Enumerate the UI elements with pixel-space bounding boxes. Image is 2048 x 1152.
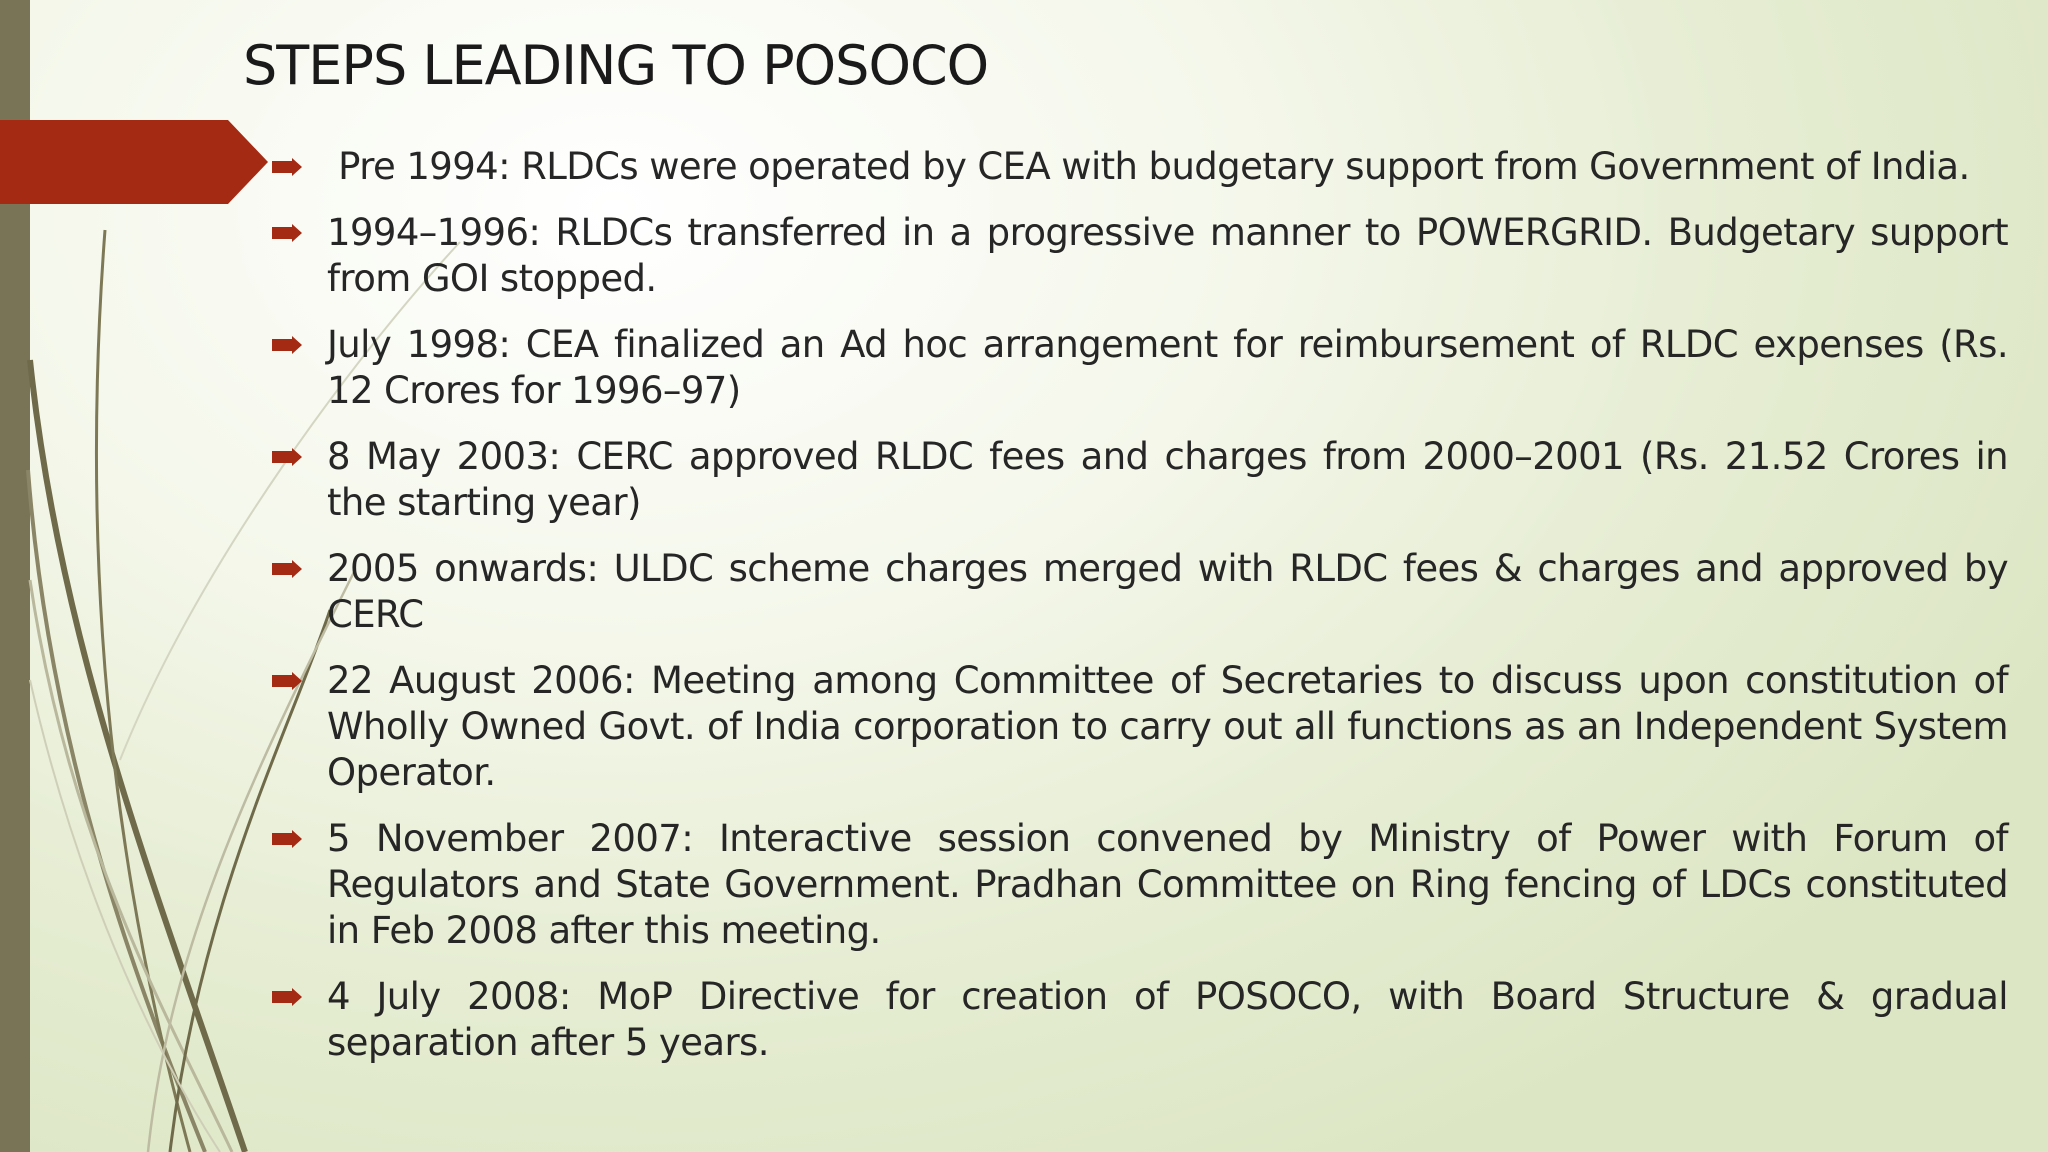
bullet-item — [268, 658, 2008, 796]
arrow-bullet-icon — [272, 830, 302, 848]
bullet-item — [268, 974, 2008, 1066]
arrow-bullet-icon — [272, 336, 302, 354]
bullet-text: 2005 onwards: ULDC scheme charges merged with RLDC fees & charges and approved by CERC — [327, 547, 2008, 636]
bullet-text: 5 November 2007: Interactive session convened by Ministry of Power with Forum of Regulators and State Government. Pradhan Committee on Ring fencing of LDCs constituted in Feb 2008 after this meeting. — [327, 817, 2008, 952]
bullet-item — [268, 816, 2008, 954]
arrow-bullet-icon — [272, 672, 302, 690]
bullet-text: 1994–1996: RLDCs transferred in a progressive manner to POWERGRID. Budgetary support from GOI stopped. — [327, 211, 2008, 300]
bullet-item — [268, 546, 2008, 638]
slide-title: STEPS LEADING TO POSOCO — [243, 34, 989, 97]
arrow-bullet-icon — [272, 988, 302, 1006]
arrow-bullet-icon — [272, 158, 302, 176]
bullet-text: July 1998: CEA finalized an Ad hoc arrangement for reimbursement of RLDC expenses (Rs. 12 Crores for 1996–97) — [327, 323, 2008, 412]
bullet-text: 8 May 2003: CERC approved RLDC fees and charges from 2000–2001 (Rs. 21.52 Crores in the starting year) — [327, 435, 2008, 524]
bullet-list — [268, 144, 2008, 1086]
bullet-item — [268, 434, 2008, 526]
bullet-text: Pre 1994: RLDCs were operated by CEA with budgetary support from Government of India. — [327, 145, 1970, 188]
bullet-item — [268, 322, 2008, 414]
red-arrow-tab — [0, 120, 268, 204]
bullet-text: 4 July 2008: MoP Directive for creation of POSOCO, with Board Structure & gradual separation after 5 years. — [327, 975, 2008, 1064]
bullet-item — [268, 144, 2008, 190]
bullet-text: 22 August 2006: Meeting among Committee of Secretaries to discuss upon constitution of Wholly Owned Govt. of India corporation to carry out all functions as an Independent System Operator. — [327, 659, 2008, 794]
arrow-bullet-icon — [272, 224, 302, 242]
arrow-bullet-icon — [272, 448, 302, 466]
bullet-item — [268, 210, 2008, 302]
arrow-bullet-icon — [272, 560, 302, 578]
